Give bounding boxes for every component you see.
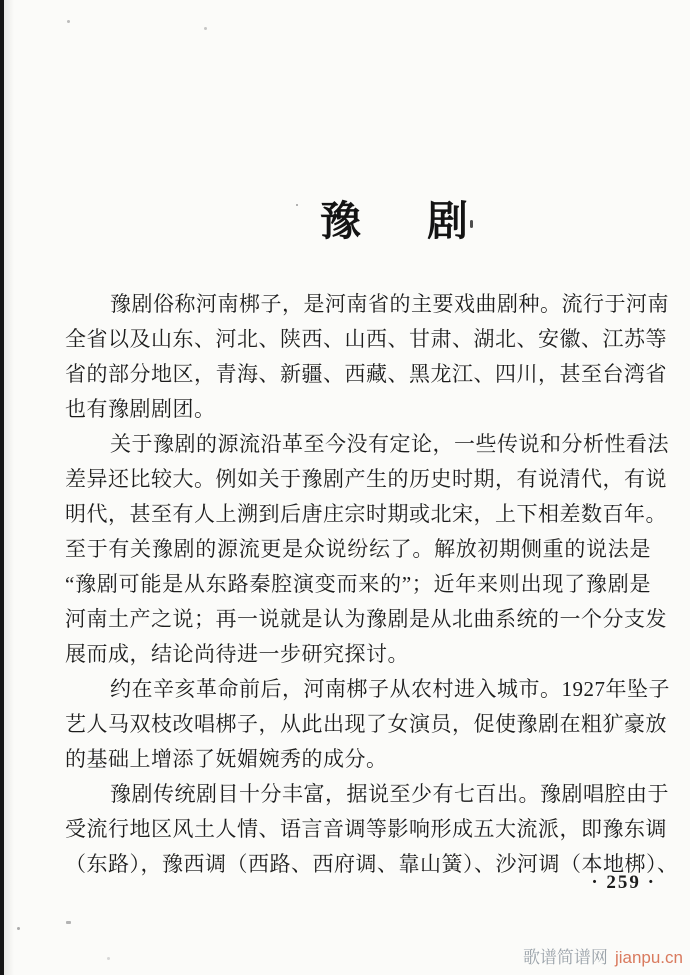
paragraph	[65, 287, 669, 427]
paragraph	[65, 777, 679, 882]
page-number: · 259 ·	[591, 872, 656, 893]
scan-speck	[17, 927, 20, 930]
scan-speck	[296, 204, 298, 206]
body-line: 省的部分地区，青海、新疆、西藏、黑龙江、四川，甚至台湾省	[65, 362, 667, 386]
scan-speck	[67, 20, 70, 23]
body-line: 关于豫剧的源流沿革至今没有定论，一些传说和分析性看法	[110, 432, 669, 456]
scan-speck	[107, 957, 110, 960]
scan-edge-shade	[4, 0, 14, 975]
body-line: 至于有关豫剧的源流更是众说纷纭了。解放初期侧重的说法是	[65, 537, 651, 561]
paragraph	[65, 672, 670, 777]
watermark-site-domain: jianpu.cn	[614, 948, 683, 967]
watermark	[523, 943, 683, 968]
body-line: 豫剧俗称河南梆子，是河南省的主要戏曲剧种。流行于河南	[110, 292, 669, 316]
body-text	[65, 287, 679, 882]
body-line: 河南土产之说；再一说就是认为豫剧是从北曲系统的一个分支发	[65, 607, 667, 631]
body-line: 也有豫剧剧团。	[65, 397, 216, 421]
body-line: “豫剧可能是从东路秦腔演变而来的”；近年来则出现了豫剧是	[65, 572, 651, 596]
paragraph	[65, 427, 669, 672]
body-line: 的基础上增添了妩媚婉秀的成分。	[65, 747, 388, 771]
body-line: 约在辛亥革命前后，河南梆子从农村进入城市。1927年坠子	[110, 677, 670, 701]
scan-speck	[204, 27, 207, 30]
body-line: （东路），豫西调（西路、西府调、靠山簧）、沙河调（本地梆）、	[65, 852, 679, 876]
body-line: 豫剧传统剧目十分丰富，据说至少有七百出。豫剧唱腔由于	[110, 782, 669, 806]
body-line: 展而成，结论尚待进一步研究探讨。	[65, 642, 409, 666]
body-line: 全省以及山东、河北、陕西、山西、甘肃、湖北、安徽、江苏等	[65, 327, 667, 351]
scan-speck	[66, 921, 71, 924]
body-line: 差异还比较大。例如关于豫剧产生的历史时期，有说清代，有说	[65, 467, 667, 491]
body-line: 艺人马双枝改唱梆子，从此出现了女演员，促使豫剧在粗犷豪放	[65, 712, 667, 736]
body-line: 明代，甚至有人上溯到后唐庄宗时期或北宋，上下相差数百年。	[65, 502, 667, 526]
watermark-site-name: 歌谱简谱网	[522, 948, 608, 967]
body-line: 受流行地区风土人情、语言音调等影响形成五大流派，即豫东调	[65, 817, 667, 841]
page-title: 豫剧	[320, 198, 534, 244]
